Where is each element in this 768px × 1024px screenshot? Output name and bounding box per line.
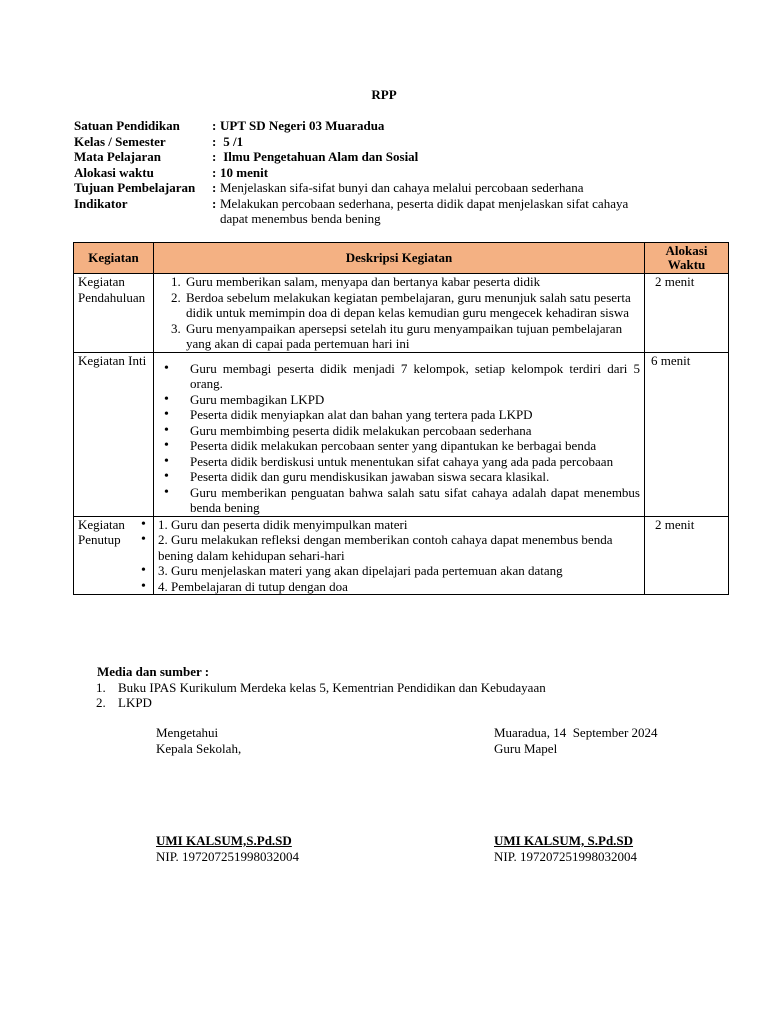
signature-name-left: UMI KALSUM,S.Pd.SD [156, 833, 292, 848]
list-item: 3. Guru menyampaikan apersepsi setelah itu guru menyampaikan tujuan pembelajaran yang akan di capai pada pertemuan hari ini [184, 321, 640, 352]
row-label-penutup: Kegiatan Penutup • • • • [74, 516, 154, 595]
info-label: Indikator [74, 195, 128, 211]
list-item: 2. Guru melakukan refleksi dengan memberikan contoh cahaya dapat menembus benda bening dalam kehidupan sehari-hari [158, 532, 613, 563]
inti-list [158, 361, 640, 516]
info-row-mapel: Mata Pelajaran : Ilmu Pengetahuan Alam dan Sosial [74, 149, 694, 165]
list-item: • Peserta didik melakukan percobaan senter yang dipantukan ke berbagai benda [186, 438, 640, 454]
list-item: • Guru membagikan LKPD [186, 392, 640, 408]
media-section [97, 664, 717, 711]
info-label: Satuan Pendidikan [74, 118, 180, 133]
nip-left: NIP. 197207251998032004 [156, 849, 300, 864]
row-desc-penutup [154, 516, 645, 595]
info-row-satuan: Satuan Pendidikan : UPT SD Negeri 03 Muaradua [74, 118, 694, 134]
list-item: 4. Pembelajaran di tutup dengan doa [158, 578, 348, 594]
table-row [74, 516, 729, 595]
row-time-inti: 6 menit [645, 352, 729, 516]
info-value: 10 menit [220, 164, 269, 180]
list-item: 3. Guru menjelaskan materi yang akan dipelajari pada pertemuan akan datang [158, 563, 563, 578]
penutup-bullets: • • • • [141, 516, 146, 594]
info-value: Melakukan percobaan sederhana, peserta didik dapat menjelaskan sifat cahaya dapat menembus benda bening [220, 195, 629, 226]
media-list [97, 680, 717, 711]
info-row-indikator: Indikator : Melakukan percobaan sederhana, peserta didik dapat menjelaskan sifat cahaya dapat menembus benda bening [74, 196, 694, 227]
header-deskripsi: Deskripsi Kegiatan [154, 243, 645, 274]
row-time-penutup: 2 menit [645, 516, 729, 595]
header-alokasi: Alokasi Waktu [645, 243, 729, 274]
signature-left: Mengetahui Kepala Sekolah, [156, 725, 242, 756]
row-desc-inti [154, 352, 645, 516]
info-label: Tujuan Pembelajaran [74, 180, 196, 195]
info-row-kelas: Kelas / Semester : 5 /1 [74, 134, 694, 150]
list-item: 1. Buku IPAS Kurikulum Merdeka kelas 5, Kementrian Pendidikan dan Kebudayaan [96, 679, 546, 695]
list-item: • Peserta didik dan guru mendiskusikan jawaban siswa secara klasikal. [186, 469, 640, 485]
row-label-pendahuluan: Kegiatan Pendahuluan [74, 274, 154, 353]
info-label: Mata Pelajaran [74, 149, 162, 164]
nip-right: NIP. 197207251998032004 [494, 849, 638, 864]
info-label: Alokasi waktu [74, 164, 154, 180]
activity-table [73, 242, 729, 595]
info-label: Kelas / Semester [74, 133, 166, 149]
signature-name-right: UMI KALSUM, S.Pd.SD [494, 833, 634, 848]
info-value: Menjelaskan sifa-sifat bunyi dan cahaya melalui percobaan sederhana [220, 180, 584, 195]
row-label-inti: Kegiatan Inti [74, 352, 154, 516]
media-title: Media dan sumber : [97, 664, 210, 679]
signature-right: Muaradua, 14 September 2024 Guru Mapel [494, 725, 658, 756]
table-header-row [74, 243, 729, 274]
list-item: • Guru memberikan penguatan bahwa salah satu sifat cahaya adalah dapat menembus benda bening [186, 485, 640, 516]
info-value: Ilmu Pengetahuan Alam dan Sosial [220, 149, 419, 164]
pendahuluan-list [158, 274, 640, 352]
list-item: 2. LKPD [96, 695, 152, 710]
header-kegiatan: Kegiatan [74, 243, 154, 274]
document-title: RPP [371, 87, 397, 102]
row-time-pendahuluan: 2 menit [645, 274, 729, 353]
info-row-alokasi: Alokasi waktu : 10 menit [74, 165, 694, 181]
list-item: 1. Guru memberikan salam, menyapa dan bertanya kabar peserta didik [184, 274, 640, 290]
info-row-tujuan: Tujuan Pembelajaran : Menjelaskan sifa-sifat bunyi dan cahaya melalui percobaan sederhana [74, 180, 694, 196]
info-block [74, 118, 694, 227]
info-value: UPT SD Negeri 03 Muaradua [220, 118, 385, 133]
list-item: • Peserta didik berdiskusi untuk menentukan sifat cahaya yang ada pada percobaan [186, 454, 640, 470]
list-item: • Guru membagi peserta didik menjadi 7 kelompok, setiap kelompok terdiri dari 5 orang. [186, 361, 640, 392]
list-item: • Guru membimbing peserta didik melakukan percobaan sederhana [186, 423, 640, 439]
list-item: 1. Guru dan peserta didik menyimpulkan materi [158, 516, 408, 532]
list-item: 2. Berdoa sebelum melakukan kegiatan pembelajaran, guru menunjuk salah satu peserta didik untuk memimpin doa di depan kelas kemudian guru mengecek kehadiran siswa [184, 290, 640, 321]
info-value: 5 /1 [220, 133, 244, 149]
table-row [74, 352, 729, 516]
table-row [74, 274, 729, 353]
list-item: • Peserta didik menyiapkan alat dan bahan yang tertera pada LKPD [186, 407, 640, 423]
row-desc-pendahuluan [154, 274, 645, 353]
